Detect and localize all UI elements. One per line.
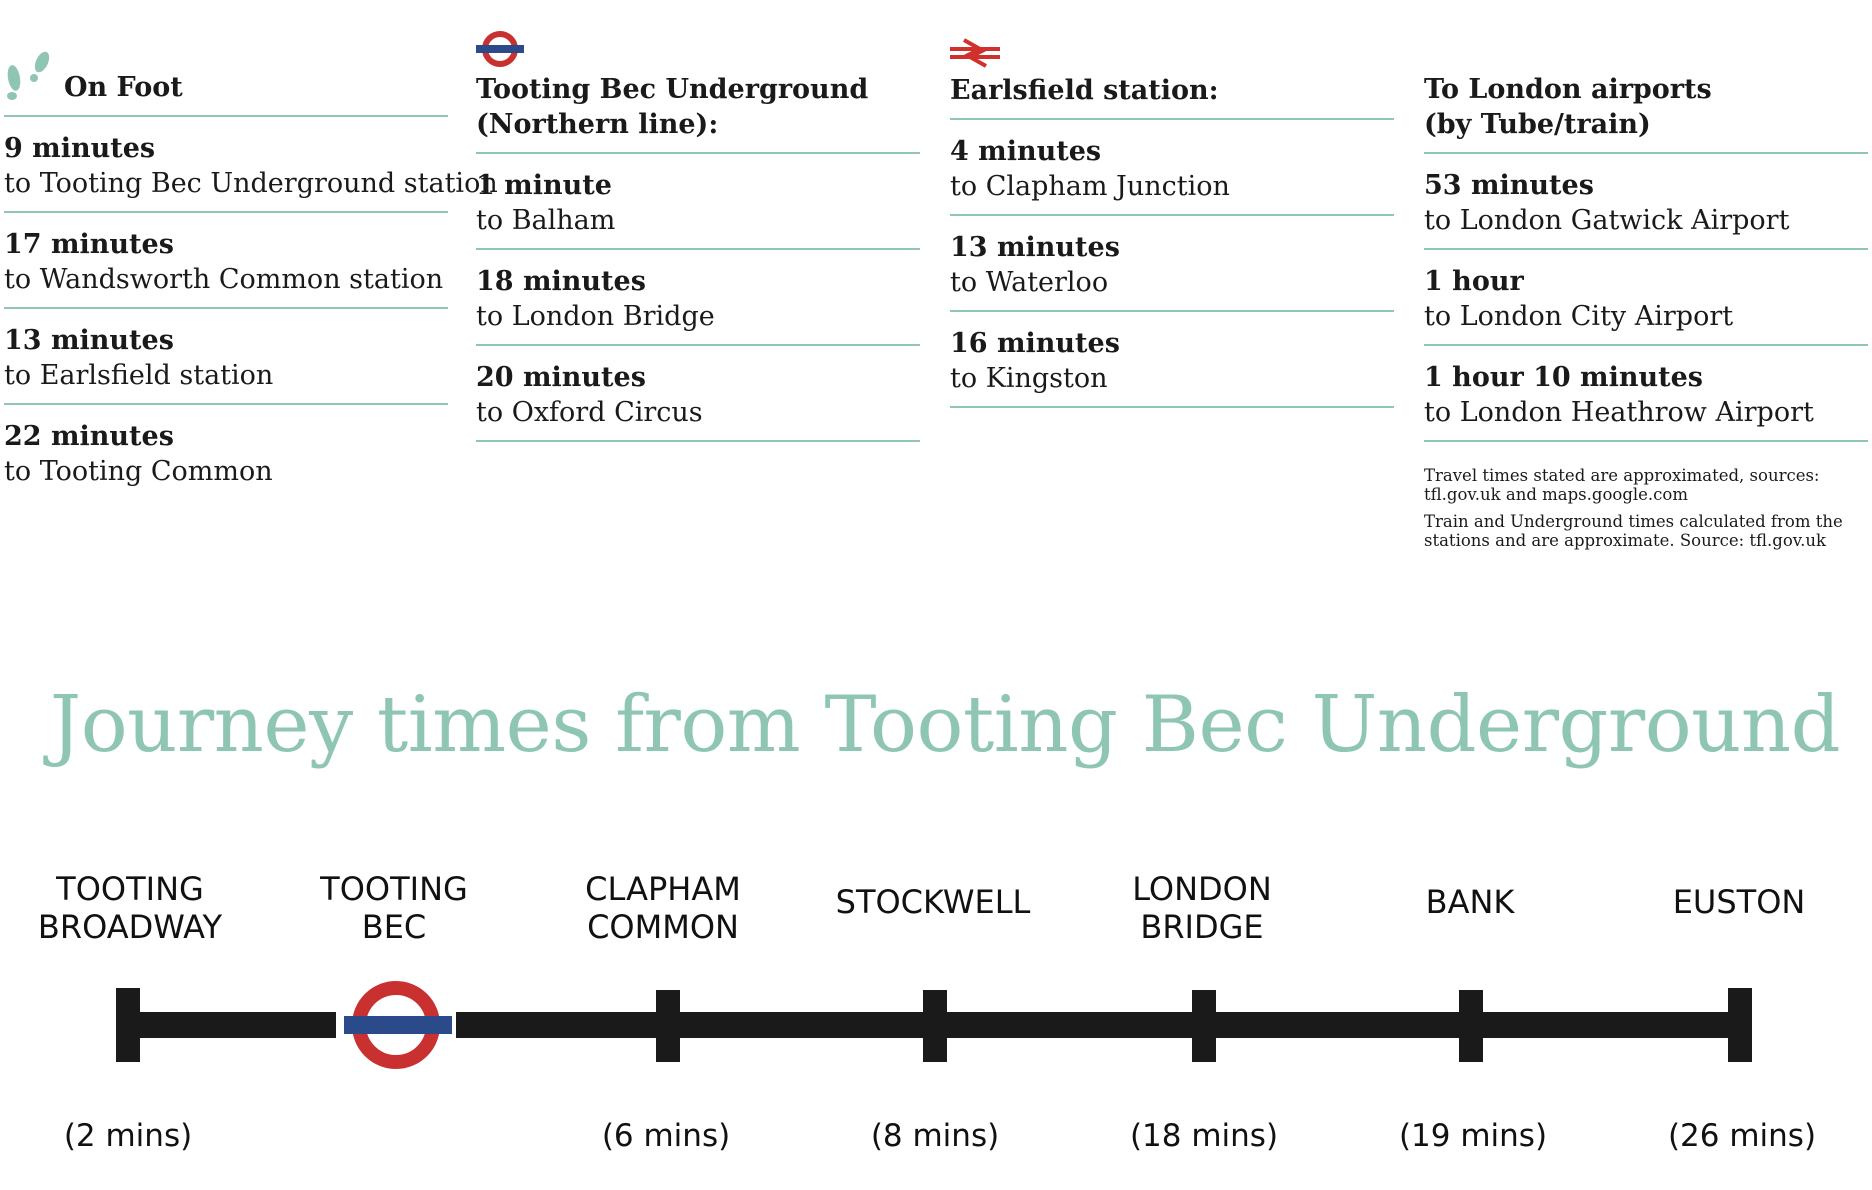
station-name-line: LONDON — [1132, 870, 1272, 908]
terminus-bar-euston — [1728, 988, 1752, 1062]
destination: to Tooting Common — [4, 456, 273, 487]
journey-time: (19 mins) — [1398, 1118, 1548, 1154]
destination: to Waterloo — [950, 267, 1109, 298]
line-segment — [128, 1012, 336, 1038]
destination: to Oxford Circus — [476, 397, 703, 428]
station-tick-bank — [1459, 990, 1483, 1062]
duration: 13 minutes — [4, 325, 174, 356]
duration: 4 minutes — [950, 136, 1102, 167]
duration: 17 minutes — [4, 229, 174, 260]
destination: to Wandsworth Common station — [4, 264, 444, 295]
duration: 9 minutes — [4, 133, 156, 164]
station-name-line: EUSTON — [1672, 883, 1806, 921]
station-tick-stockwell — [923, 990, 947, 1062]
destination: to Tooting Bec Underground station — [4, 168, 498, 199]
duration: 18 minutes — [476, 266, 646, 297]
duration: 53 minutes — [1424, 170, 1594, 201]
journey-time: (26 mins) — [1667, 1118, 1817, 1154]
journey-time: (6 mins) — [601, 1118, 731, 1154]
title-line: To London airports — [1424, 74, 1712, 105]
station-name-line: COMMON — [587, 908, 739, 946]
station-name-line: BRIDGE — [1140, 908, 1264, 946]
station-name-line: CLAPHAM — [585, 870, 741, 908]
destination: to London City Airport — [1424, 301, 1734, 332]
terminus-bar-tooting-broadway — [116, 988, 140, 1062]
journey-time: (2 mins) — [63, 1118, 193, 1154]
destination: to Earlsfield station — [4, 360, 274, 391]
duration: 20 minutes — [476, 362, 646, 393]
station-name-line: STOCKWELL — [835, 883, 1031, 921]
source-note: Travel times stated are approximated, sources: tfl.gov.uk and maps.google.com — [1424, 466, 1820, 504]
duration: 1 minute — [476, 170, 612, 201]
journey-time: (18 mins) — [1129, 1118, 1279, 1154]
title-line: (by Tube/train) — [1424, 109, 1651, 140]
title-line: (Northern line): — [476, 109, 719, 140]
station-name-line: BEC — [361, 908, 427, 946]
underground-roundel-icon — [344, 988, 452, 1062]
duration: 1 hour — [1424, 266, 1524, 297]
duration: 22 minutes — [4, 421, 174, 452]
line-segment — [456, 1012, 1746, 1038]
duration: 13 minutes — [950, 232, 1120, 263]
destination: to Balham — [476, 205, 616, 236]
on-foot-title: On Foot — [64, 72, 183, 103]
journey-time: (8 mins) — [870, 1118, 1000, 1154]
station-name-line: TOOTING — [320, 870, 468, 908]
station-name-line: BROADWAY — [37, 908, 223, 946]
earlsfield-title: Earlsfield station: — [950, 75, 1219, 106]
station-tick-clapham-common — [656, 990, 680, 1062]
duration: 1 hour 10 minutes — [1424, 362, 1703, 393]
station-name-line: TOOTING — [56, 870, 204, 908]
destination: to London Heathrow Airport — [1424, 397, 1814, 428]
destination: to London Bridge — [476, 301, 715, 332]
page-title: Journey times from Tooting Bec Underground — [49, 680, 1841, 770]
title-line: Tooting Bec Underground — [476, 74, 869, 105]
duration: 16 minutes — [950, 328, 1120, 359]
destination: to Clapham Junction — [950, 171, 1230, 202]
destination: to London Gatwick Airport — [1424, 205, 1790, 236]
destination: to Kingston — [950, 363, 1108, 394]
source-note: Train and Underground times calculated from the stations and are approximate. Source: tfl.gov.uk — [1424, 512, 1843, 550]
station-tick-london-bridge — [1192, 990, 1216, 1062]
station-name-line: BANK — [1425, 883, 1515, 921]
